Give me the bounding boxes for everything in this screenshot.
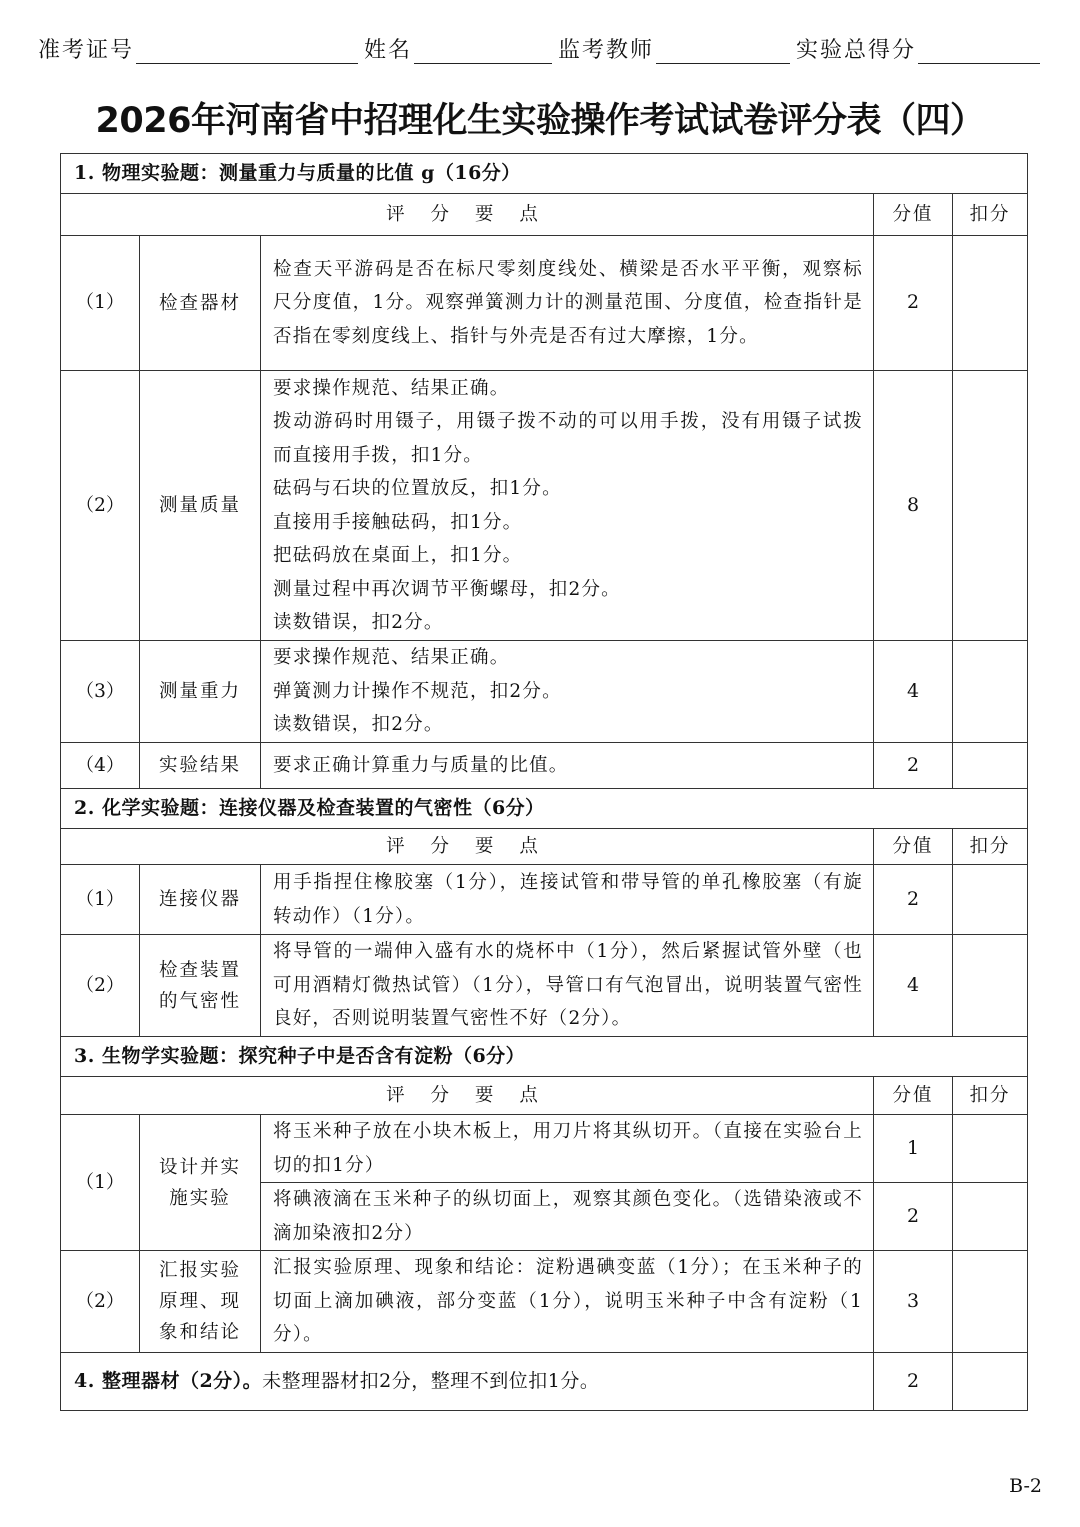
biology-section-title: 3. 生物学实验题：探究种子中是否含有淀粉（6分）	[61, 1037, 1028, 1077]
chemistry-section-title: 2. 化学实验题：连接仪器及检查装置的气密性（6分）	[61, 789, 1028, 829]
row-score: 2	[874, 1183, 953, 1251]
deduct-cell[interactable]	[953, 1251, 1028, 1353]
desc-line: 拨动游码时用镊子，用镊子拨不动的可以用手拨，没有用镊子试拨而直接用手拨，扣1分。	[273, 411, 863, 466]
table-row	[61, 743, 1028, 789]
score-header: 分值	[874, 829, 953, 865]
score-header: 分值	[874, 1077, 953, 1115]
deduct-cell[interactable]	[953, 1183, 1028, 1251]
exam-number-field[interactable]	[136, 37, 358, 64]
desc-line: 直接用手接触砝码，扣1分。	[273, 511, 523, 533]
row-number: （4）	[61, 743, 140, 789]
deduct-cell[interactable]	[953, 865, 1028, 935]
row-item: 检查装置的气密性	[140, 935, 261, 1037]
row-score: 2	[874, 236, 953, 371]
cleanup-description: 未整理器材扣2分，整理不到位扣1分。	[262, 1369, 600, 1392]
table-row	[61, 371, 1028, 641]
total-score-field[interactable]	[918, 37, 1040, 64]
desc-line: 要求操作规范、结果正确。	[273, 377, 510, 399]
table-row	[61, 641, 1028, 743]
table-row	[61, 236, 1028, 371]
table-header-row	[61, 1077, 1028, 1115]
total-score-label: 实验总得分	[796, 38, 917, 63]
row-number: （1）	[61, 236, 140, 371]
desc-line: 读数错误，扣2分。	[273, 714, 444, 736]
proctor-field[interactable]	[656, 37, 790, 64]
row-item: 检查器材	[140, 236, 261, 371]
deduct-cell[interactable]	[953, 935, 1028, 1037]
points-header: 评 分 要 点	[61, 194, 874, 236]
name-field[interactable]	[414, 37, 552, 64]
row-number: （3）	[61, 641, 140, 743]
table-header-row	[61, 829, 1028, 865]
row-description: 将碘液滴在玉米种子的纵切面上，观察其颜色变化。（选错染液或不滴加染液扣2分）	[261, 1183, 874, 1251]
row-description: 汇报实验原理、现象和结论：淀粉遇碘变蓝（1分）；在玉米种子的切面上滴加碘液，部分变蓝（1分），说明玉米种子中含有淀粉（1分）。	[261, 1251, 874, 1353]
table-row	[61, 1115, 1028, 1183]
row-score: 8	[874, 371, 953, 641]
page-number: B-2	[1009, 1475, 1042, 1497]
deduct-cell[interactable]	[953, 1353, 1028, 1411]
desc-line: 读数错误，扣2分。	[273, 612, 444, 633]
row-item: 设计并实施实验	[140, 1115, 261, 1251]
score-table	[60, 153, 1028, 1411]
row-score: 4	[874, 641, 953, 743]
row-number: （2）	[61, 371, 140, 641]
exam-header	[38, 30, 1060, 64]
points-header: 评 分 要 点	[61, 1077, 874, 1115]
row-item: 汇报实验原理、现象和结论	[140, 1251, 261, 1353]
row-number: （1）	[61, 865, 140, 935]
row-item: 实验结果	[140, 743, 261, 789]
row-score: 2	[874, 865, 953, 935]
exam-number-label: 准考证号	[38, 38, 135, 63]
row-score: 2	[874, 743, 953, 789]
table-row	[61, 865, 1028, 935]
deduct-cell[interactable]	[953, 743, 1028, 789]
row-description: 检查天平游码是否在标尺零刻度线处、横梁是否水平平衡，观察标尺分度值，1分。观察弹簧测力计的测量范围、分度值，检查指针是否指在零刻度线上、指针与外壳是否有过大摩擦，1分。	[261, 236, 874, 371]
page-title: 2026年河南省中招理化生实验操作考试试卷评分表（四）	[95, 101, 985, 141]
desc-line: 弹簧测力计操作不规范，扣2分。	[273, 680, 562, 702]
table-row	[61, 1353, 1028, 1411]
name-label: 姓名	[364, 38, 413, 63]
points-header: 评 分 要 点	[61, 829, 874, 865]
row-description	[261, 641, 874, 743]
row-score: 4	[874, 935, 953, 1037]
deduct-header: 扣分	[953, 829, 1028, 865]
row-number: （1）	[61, 1115, 140, 1251]
row-description	[261, 371, 874, 641]
row-number: （2）	[61, 935, 140, 1037]
row-description: 要求正确计算重力与质量的比值。	[261, 743, 874, 789]
score-header: 分值	[874, 194, 953, 236]
deduct-cell[interactable]	[953, 1115, 1028, 1183]
physics-section-title: 1. 物理实验题：测量重力与质量的比值 g（16分）	[61, 154, 1028, 194]
table-header-row	[61, 194, 1028, 236]
row-score: 3	[874, 1251, 953, 1353]
deduct-cell[interactable]	[953, 236, 1028, 371]
desc-line: 要求操作规范、结果正确。	[273, 647, 510, 669]
row-item: 连接仪器	[140, 865, 261, 935]
row-description: 用手指捏住橡胶塞（1分），连接试管和带导管的单孔橡胶塞（有旋转动作）（1分）。	[261, 865, 874, 935]
desc-line: 把砝码放在桌面上，扣1分。	[273, 545, 523, 566]
cleanup-title: 4. 整理器材（2分）。	[74, 1369, 263, 1392]
desc-line: 测量过程中再次调节平衡螺母，扣2分。	[273, 578, 621, 600]
row-score: 2	[874, 1353, 953, 1411]
proctor-label: 监考教师	[558, 38, 655, 63]
row-score: 1	[874, 1115, 953, 1183]
row-item: 测量重力	[140, 641, 261, 743]
deduct-cell[interactable]	[953, 641, 1028, 743]
deduct-header: 扣分	[953, 194, 1028, 236]
desc-line: 砝码与石块的位置放反，扣1分。	[273, 478, 562, 499]
row-description: 将导管的一端伸入盛有水的烧杯中（1分），然后紧握试管外壁（也可用酒精灯微热试管）（1分），导管口有气泡冒出，说明装置气密性良好，否则说明装置气密性不好（2分）。	[261, 935, 874, 1037]
deduct-cell[interactable]	[953, 371, 1028, 641]
table-row	[61, 1251, 1028, 1353]
table-row	[61, 935, 1028, 1037]
deduct-header: 扣分	[953, 1077, 1028, 1115]
row-description: 将玉米种子放在小块木板上，用刀片将其纵切开。（直接在实验台上切的扣1分）	[261, 1115, 874, 1183]
row-number: （2）	[61, 1251, 140, 1353]
cleanup-section	[61, 1353, 874, 1411]
row-item: 测量质量	[140, 371, 261, 641]
